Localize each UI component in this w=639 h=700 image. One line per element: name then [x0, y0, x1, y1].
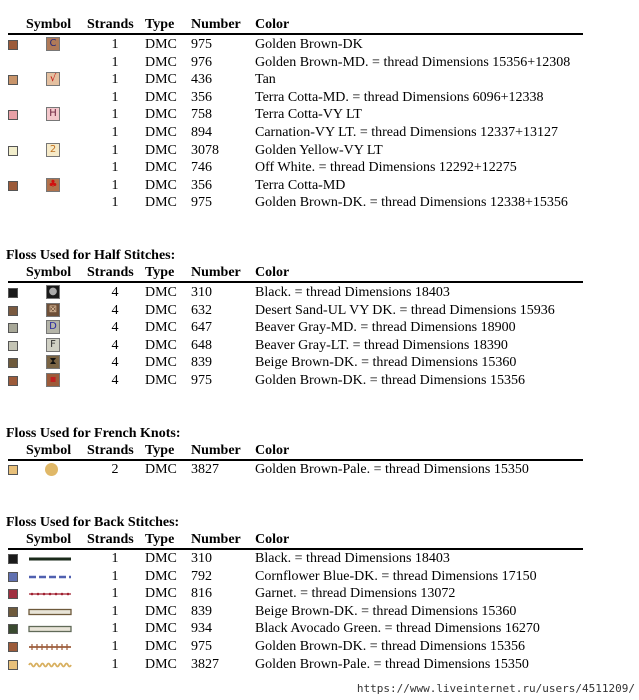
section-title: Floss Used for Half Stitches: [6, 248, 176, 263]
header-color: Color [255, 17, 290, 32]
type-cell: DMC [145, 462, 177, 477]
color-swatch [8, 624, 18, 634]
color-cell: Tan [255, 72, 276, 88]
symbol-icon: ♣ [46, 178, 60, 192]
section-title: Floss Used for French Knots: [6, 426, 181, 441]
backstitch-line-icon [28, 555, 72, 563]
table-row [0, 89, 639, 106]
type-cell: DMC [145, 355, 177, 371]
table-row [0, 568, 639, 585]
color-swatch [8, 376, 18, 386]
color-swatch [8, 181, 18, 191]
symbol-icon: ⊠ [46, 303, 60, 317]
header-number: Number [191, 443, 241, 458]
number-cell: 934 [191, 621, 212, 637]
type-cell: DMC [145, 639, 177, 654]
strands-cell: 1 [111, 656, 119, 672]
number-cell: 816 [191, 586, 212, 602]
table-row [0, 372, 639, 389]
type-cell: DMC [145, 373, 177, 388]
strands-cell: 1 [111, 160, 119, 176]
number-cell: 632 [191, 302, 212, 318]
table-row [0, 194, 639, 211]
table-row [0, 36, 639, 53]
strands-cell: 1 [111, 125, 119, 140]
type-cell: DMC [145, 72, 177, 88]
header-strands: Strands [87, 17, 134, 32]
symbol-icon: C [46, 37, 60, 51]
strands-cell: 1 [111, 551, 119, 566]
number-cell: 975 [191, 37, 212, 52]
type-cell: DMC [145, 586, 177, 602]
table-row [0, 638, 639, 655]
strands-cell: 1 [111, 107, 119, 123]
number-cell: 3827 [191, 462, 219, 477]
number-cell: 746 [191, 160, 212, 176]
color-swatch [8, 660, 18, 670]
symbol-icon: √ [46, 72, 60, 86]
color-swatch [8, 341, 18, 351]
color-swatch [8, 554, 18, 564]
table-row [0, 284, 639, 301]
color-swatch [8, 607, 18, 617]
symbol-icon: D [46, 320, 60, 334]
color-swatch [8, 465, 18, 475]
table-row [0, 177, 639, 194]
table-row [0, 354, 639, 371]
header-rule [8, 281, 583, 283]
symbol-icon: ⧗ [46, 355, 60, 369]
backstitch-line-icon [28, 625, 72, 633]
color-cell: Carnation-VY LT. = thread Dimensions 12337+13127 [255, 125, 559, 140]
source-url: https://www.liveinternet.ru/users/4511209/ [356, 682, 635, 695]
strands-cell: 1 [111, 142, 119, 158]
french-knot-icon [45, 463, 58, 476]
table-row [0, 603, 639, 620]
color-cell: Golden Brown-DK. = thread Dimensions 15356 [255, 373, 525, 388]
header-rule [8, 33, 583, 35]
table-row [0, 461, 639, 478]
number-cell: 792 [191, 568, 212, 584]
type-cell: DMC [145, 337, 177, 353]
header-type: Type [145, 532, 175, 547]
number-cell: 975 [191, 195, 212, 211]
number-cell: 310 [191, 285, 212, 300]
color-cell: Golden Brown-DK [255, 37, 363, 52]
number-cell: 975 [191, 639, 212, 654]
color-cell: Black. = thread Dimensions 18403 [255, 551, 450, 566]
number-cell: 758 [191, 107, 212, 123]
color-swatch [8, 40, 18, 50]
color-swatch [8, 110, 18, 120]
table-row [0, 302, 639, 319]
number-cell: 356 [191, 89, 212, 105]
type-cell: DMC [145, 603, 177, 619]
table-row [0, 550, 639, 567]
color-swatch [8, 75, 18, 85]
backstitch-line-icon [28, 608, 72, 616]
type-cell: DMC [145, 54, 177, 70]
number-cell: 894 [191, 125, 212, 140]
strands-cell: 1 [111, 621, 119, 637]
header-type: Type [145, 17, 175, 32]
strands-cell: 1 [111, 195, 119, 211]
strands-cell: 1 [111, 639, 119, 654]
color-cell: Terra Cotta-MD [255, 177, 346, 193]
color-cell: Cornflower Blue-DK. = thread Dimensions 17150 [255, 568, 537, 584]
color-cell: Golden Brown-MD. = thread Dimensions 15356+12308 [255, 54, 571, 70]
type-cell: DMC [145, 37, 177, 52]
strands-cell: 1 [111, 568, 119, 584]
strands-cell: 4 [111, 320, 119, 336]
strands-cell: 2 [111, 462, 119, 477]
header-number: Number [191, 532, 241, 547]
header-number: Number [191, 17, 241, 32]
header-color: Color [255, 265, 290, 280]
table-row [0, 71, 639, 88]
color-swatch [8, 146, 18, 156]
color-cell: Golden Brown-Pale. = thread Dimensions 15350 [255, 462, 529, 477]
header-type: Type [145, 265, 175, 280]
symbol-icon: 2 [46, 143, 60, 157]
color-cell: Golden Brown-DK. = thread Dimensions 15356 [255, 639, 525, 654]
type-cell: DMC [145, 177, 177, 193]
table-row [0, 159, 639, 176]
header-symbol: Symbol [26, 443, 72, 458]
color-cell: Beaver Gray-MD. = thread Dimensions 18900 [255, 320, 516, 336]
color-swatch [8, 323, 18, 333]
symbol-icon: F [46, 338, 60, 352]
number-cell: 3078 [191, 142, 219, 158]
type-cell: DMC [145, 320, 177, 336]
backstitch-line-icon [28, 573, 72, 581]
number-cell: 356 [191, 177, 212, 193]
type-cell: DMC [145, 568, 177, 584]
color-cell: Golden Brown-DK. = thread Dimensions 12338+15356 [255, 195, 568, 211]
table-row [0, 54, 639, 71]
color-swatch [8, 358, 18, 368]
color-cell: Garnet. = thread Dimensions 13072 [255, 586, 456, 602]
strands-cell: 1 [111, 72, 119, 88]
type-cell: DMC [145, 195, 177, 211]
number-cell: 436 [191, 72, 212, 88]
type-cell: DMC [145, 160, 177, 176]
strands-cell: 1 [111, 89, 119, 105]
type-cell: DMC [145, 142, 177, 158]
table-row [0, 106, 639, 123]
table-row [0, 319, 639, 336]
strands-cell: 4 [111, 302, 119, 318]
table-row [0, 620, 639, 637]
number-cell: 839 [191, 603, 212, 619]
header-color: Color [255, 443, 290, 458]
color-cell: Golden Yellow-VY LT [255, 142, 383, 158]
color-swatch [8, 642, 18, 652]
color-swatch [8, 288, 18, 298]
symbol-icon: H [46, 107, 60, 121]
table-row [0, 142, 639, 159]
strands-cell: 4 [111, 373, 119, 388]
number-cell: 310 [191, 551, 212, 566]
type-cell: DMC [145, 656, 177, 672]
color-cell: Beige Brown-DK. = thread Dimensions 15360 [255, 603, 517, 619]
header-type: Type [145, 443, 175, 458]
table-row [0, 337, 639, 354]
backstitch-line-icon [28, 643, 72, 651]
strands-cell: 1 [111, 37, 119, 52]
number-cell: 648 [191, 337, 212, 353]
number-cell: 975 [191, 373, 212, 388]
strands-cell: 1 [111, 54, 119, 70]
number-cell: 647 [191, 320, 212, 336]
color-cell: Beige Brown-DK. = thread Dimensions 15360 [255, 355, 517, 371]
symbol-icon: ● [46, 285, 60, 299]
table-row [0, 656, 639, 673]
number-cell: 839 [191, 355, 212, 371]
header-symbol: Symbol [26, 17, 72, 32]
color-swatch [8, 572, 18, 582]
header-strands: Strands [87, 265, 134, 280]
type-cell: DMC [145, 621, 177, 637]
header-number: Number [191, 265, 241, 280]
symbol-icon: ▪ [46, 373, 60, 387]
type-cell: DMC [145, 302, 177, 318]
type-cell: DMC [145, 125, 177, 140]
type-cell: DMC [145, 551, 177, 566]
color-cell: Golden Brown-Pale. = thread Dimensions 15350 [255, 656, 529, 672]
header-symbol: Symbol [26, 265, 72, 280]
color-cell: Desert Sand-UL VY DK. = thread Dimensions 15936 [255, 302, 555, 318]
type-cell: DMC [145, 285, 177, 300]
type-cell: DMC [145, 89, 177, 105]
header-strands: Strands [87, 443, 134, 458]
color-cell: Black. = thread Dimensions 18403 [255, 285, 450, 300]
section-title: Floss Used for Back Stitches: [6, 515, 180, 530]
color-cell: Off White. = thread Dimensions 12292+12275 [255, 160, 517, 176]
color-cell: Beaver Gray-LT. = thread Dimensions 18390 [255, 337, 508, 353]
header-strands: Strands [87, 532, 134, 547]
strands-cell: 4 [111, 337, 119, 353]
header-color: Color [255, 532, 290, 547]
table-row [0, 585, 639, 602]
color-cell: Terra Cotta-VY LT [255, 107, 362, 123]
type-cell: DMC [145, 107, 177, 123]
number-cell: 3827 [191, 656, 219, 672]
header-symbol: Symbol [26, 532, 72, 547]
table-row [0, 124, 639, 141]
strands-cell: 1 [111, 586, 119, 602]
backstitch-line-icon [28, 661, 72, 669]
strands-cell: 4 [111, 285, 119, 300]
color-swatch [8, 306, 18, 316]
color-swatch [8, 589, 18, 599]
strands-cell: 4 [111, 355, 119, 371]
strands-cell: 1 [111, 603, 119, 619]
backstitch-line-icon [28, 590, 72, 598]
color-cell: Black Avocado Green. = thread Dimensions 16270 [255, 621, 540, 637]
color-cell: Terra Cotta-MD. = thread Dimensions 6096+12338 [255, 89, 544, 105]
number-cell: 976 [191, 54, 212, 70]
strands-cell: 1 [111, 177, 119, 193]
